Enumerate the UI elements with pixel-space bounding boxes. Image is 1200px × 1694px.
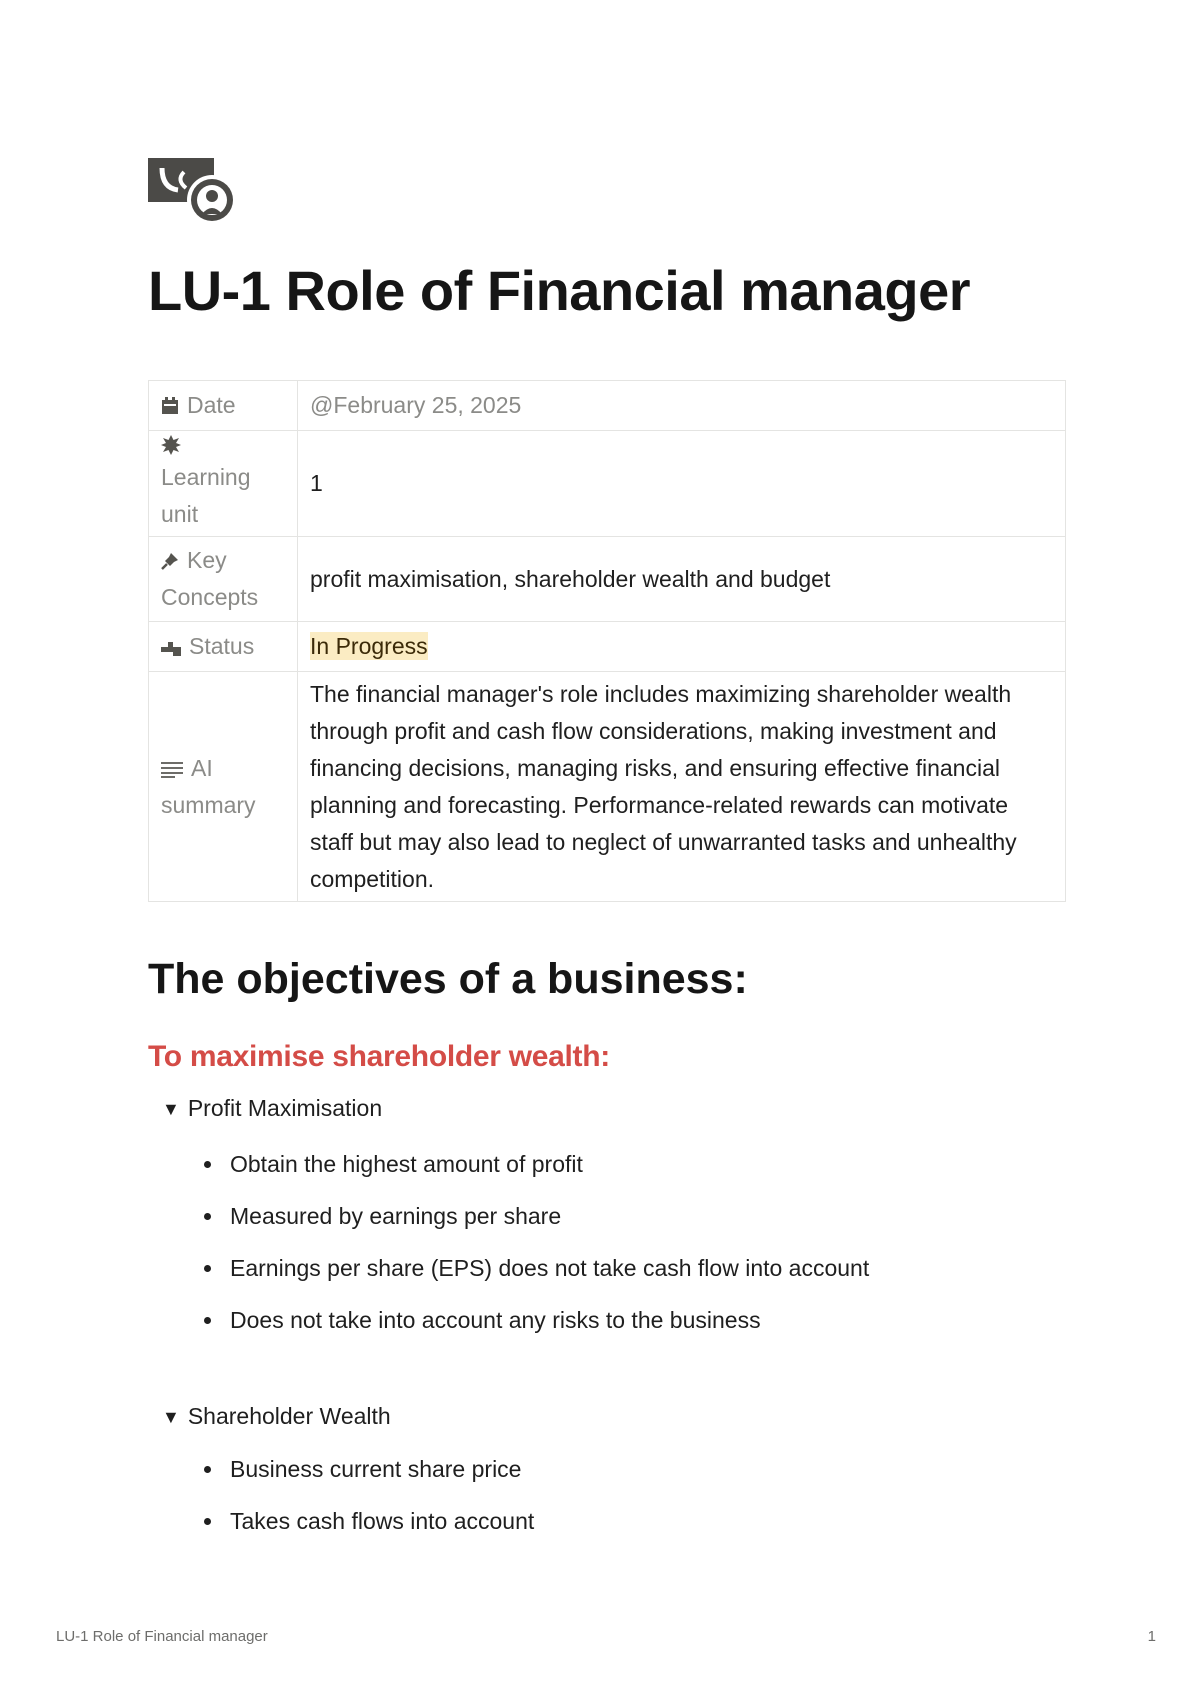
list-item: Obtain the highest amount of profit [198,1149,869,1201]
property-label: Key Concepts [161,547,259,610]
footer-title: LU-1 Role of Financial manager [56,1628,268,1645]
property-row-ai-summary [149,672,1066,902]
pin-icon [161,552,179,570]
property-value-key-concepts[interactable]: profit maximisation, shareholder wealth and budget [298,537,1066,622]
list-item: Does not take into account any risks to the business [198,1305,869,1357]
property-label: AI summary [161,754,256,818]
status-badge[interactable]: In Progress [310,633,428,659]
status-icon [161,638,181,656]
toggle-label: Shareholder Wealth [187,1403,391,1429]
list-item: Business current share price [198,1454,534,1506]
toggle-triangle-icon[interactable]: ▼ [162,1099,180,1119]
property-name-learning-unit [149,431,298,537]
calendar-icon [161,397,179,415]
shareholder-wealth-list [198,1454,534,1558]
toggle-shareholder-wealth[interactable] [162,1403,391,1430]
footer-page-number: 1 [1147,1628,1156,1645]
property-value-ai-summary[interactable]: The financial manager's role includes maximizing shareholder wealth through profit and cash flow considerations, making investment and financing decisions, managing risks, and ensuring effective financial planning and forecasting. Performance-related rewards can motivate staff but may also lead to neglect of unwarranted tasks and unhealthy competition. [298,672,1066,902]
text-lines-icon [161,760,183,778]
burst-icon [161,435,181,455]
profit-maximisation-list [198,1149,869,1357]
toggle-label: Profit Maximisation [187,1095,383,1121]
toggle-profit-maximisation[interactable] [162,1095,382,1122]
property-name-status [149,622,298,672]
property-row-date [149,381,1066,431]
page-title: LU-1 Role of Financial manager [148,259,971,322]
property-name-key-concepts [149,537,298,622]
subheading: To maximise shareholder wealth: [148,1040,610,1073]
property-row-status [149,622,1066,672]
property-label: Status [189,633,255,659]
property-value-status[interactable] [298,622,1066,672]
properties-table [148,380,1066,902]
property-row-learning-unit [149,431,1066,537]
list-item: Measured by earnings per share [198,1201,869,1253]
property-name-date [149,381,298,431]
property-value-date[interactable]: @February 25, 2025 [298,381,1066,431]
property-label: Learning unit [161,463,251,527]
toggle-triangle-icon[interactable]: ▼ [162,1407,180,1427]
section-heading: The objectives of a business: [148,955,748,1003]
list-item: Takes cash flows into account [198,1506,534,1558]
property-name-ai-summary [149,672,298,902]
property-row-key-concepts [149,537,1066,622]
money-with-coin-icon [148,158,240,228]
property-value-learning-unit[interactable]: 1 [298,431,1066,537]
property-label: Date [187,392,236,418]
list-item: Earnings per share (EPS) does not take cash flow into account [198,1253,869,1305]
